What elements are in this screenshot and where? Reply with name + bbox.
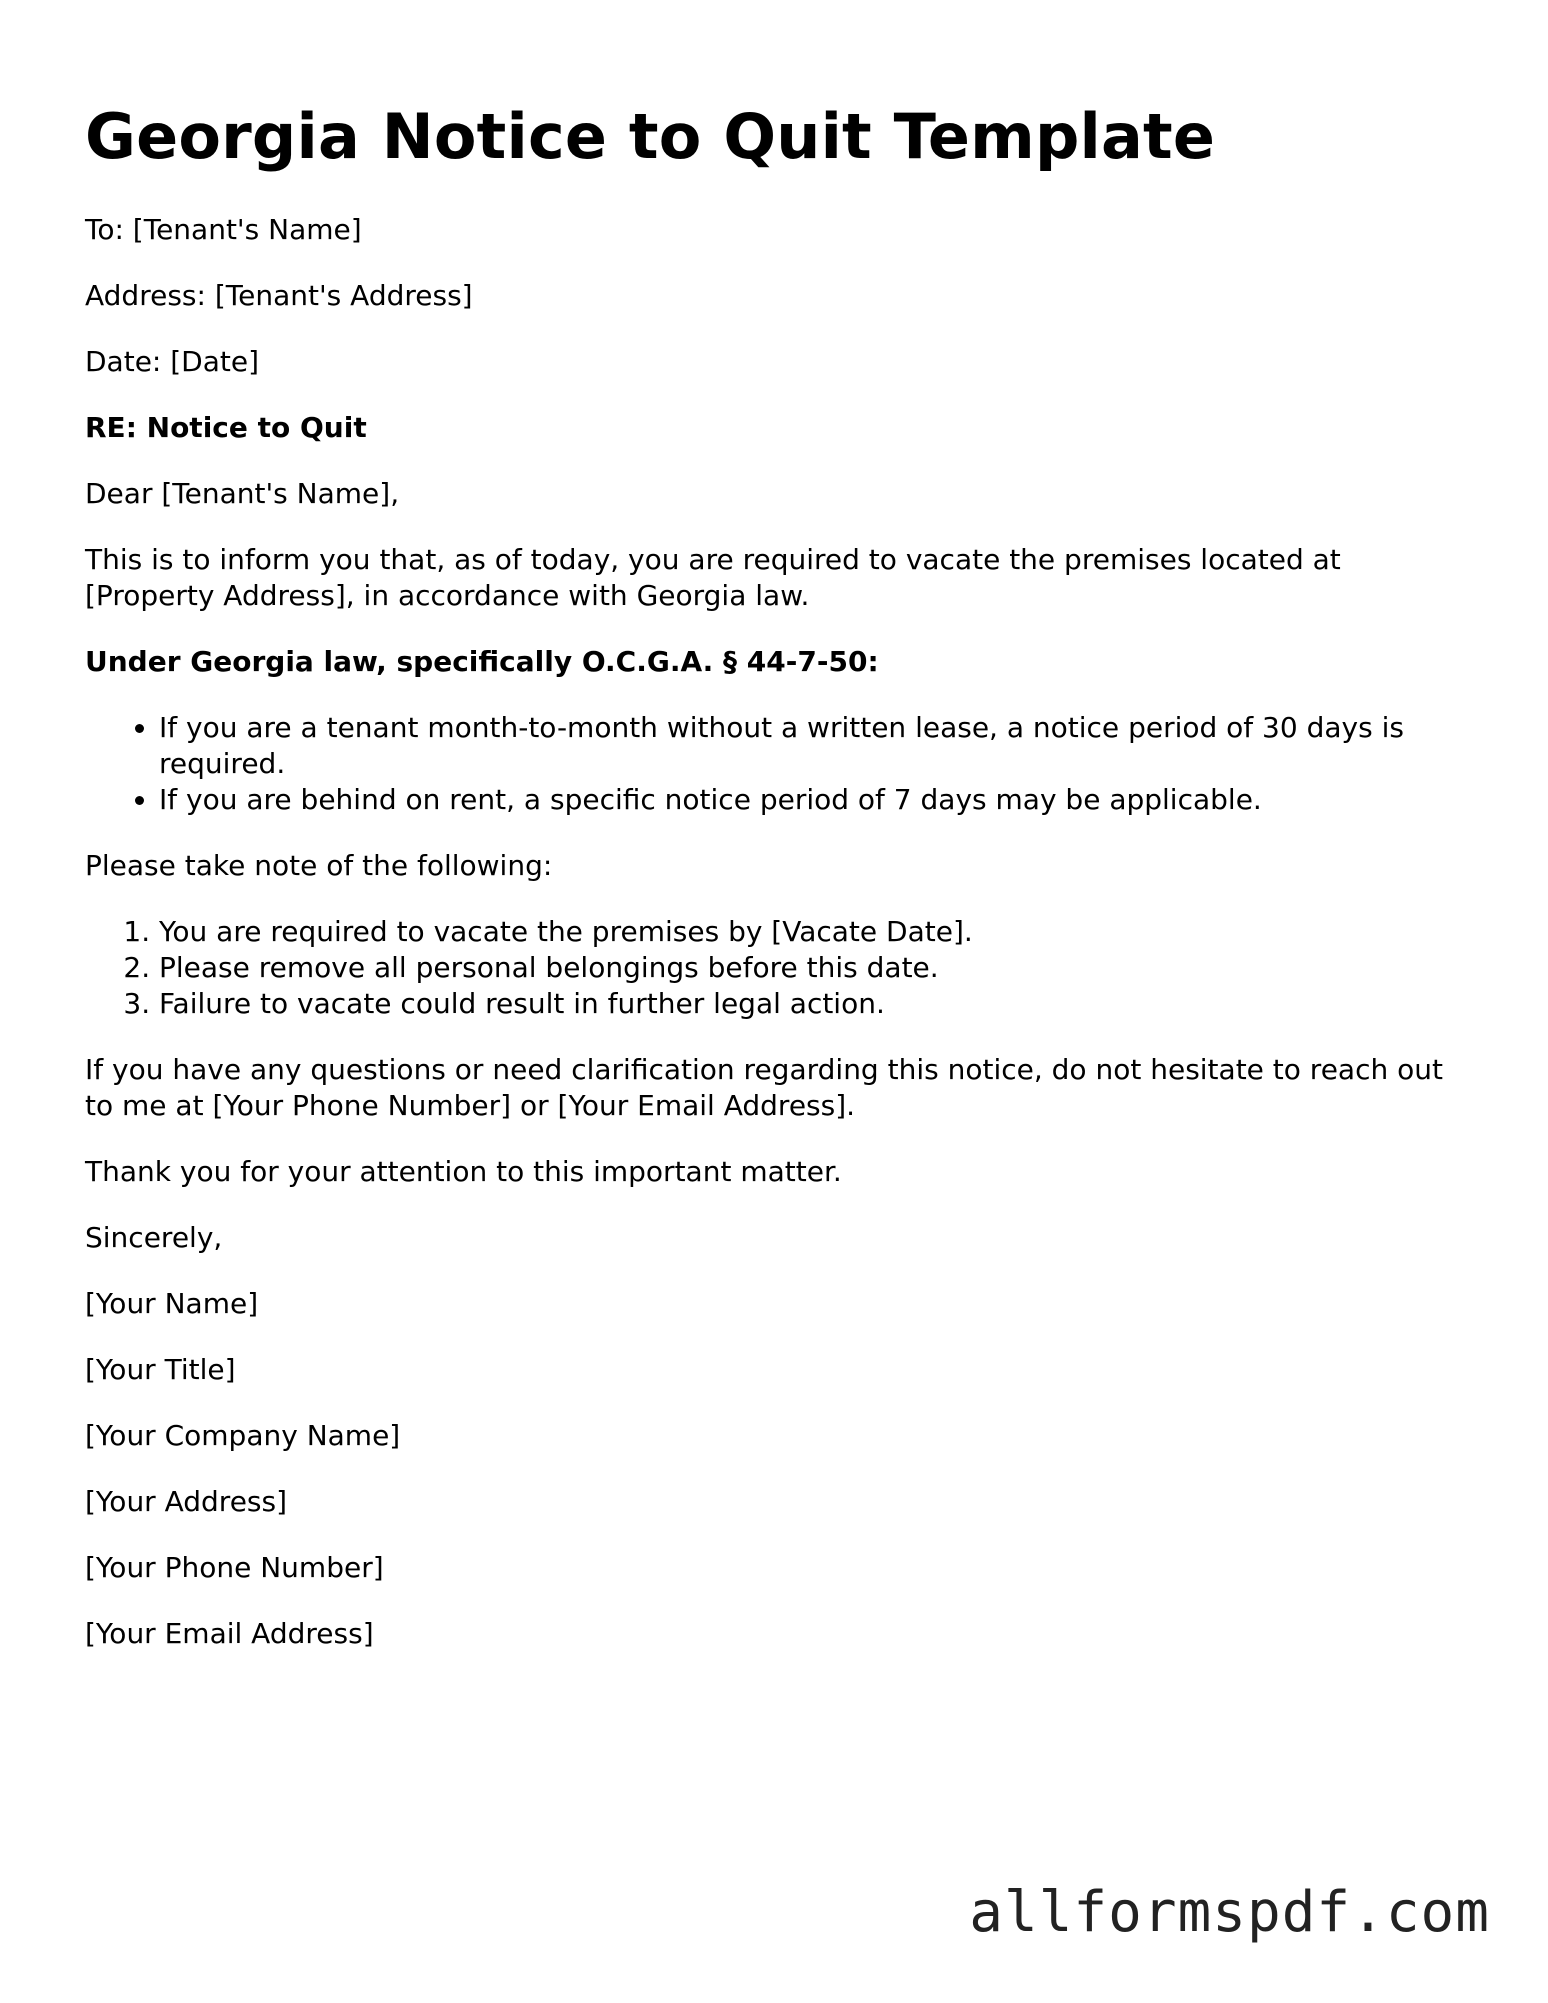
law-bullet-item: • If you are behind on rent, a specific notice period of 7 days may be applicable. <box>159 782 1465 818</box>
signature-email: [Your Email Address] <box>85 1617 374 1651</box>
law-bullet-item: • If you are a tenant month-to-month without a written lease, a notice period of 30 days is required. <box>159 710 1465 782</box>
note-list-item: 2. Please remove all personal belongings before this date. <box>159 950 1465 986</box>
document-title: Georgia Notice to Quit Template <box>85 100 1216 173</box>
signature-company: [Your Company Name] <box>85 1419 401 1453</box>
questions-paragraph: If you have any questions or need clarification regarding this notice, do not hesitate to reach out to me at [Your Phone Number] or [Your Email Address]. <box>85 1053 1443 1123</box>
re-line: RE: Notice to Quit <box>85 411 367 445</box>
document-page <box>85 100 1465 1682</box>
law-heading: Under Georgia law, specifically O.C.G.A. § 44-7-50: <box>85 645 879 679</box>
salutation: Dear [Tenant's Name], <box>85 477 400 511</box>
intro-paragraph: This is to inform you that, as of today, you are required to vacate the premises located at [Property Address], in accordance with Georgia law. <box>85 543 1341 613</box>
signature-title: [Your Title] <box>85 1353 236 1387</box>
thanks-paragraph: Thank you for your attention to this important matter. <box>85 1155 842 1189</box>
address-line: Address: [Tenant's Address] <box>85 279 473 313</box>
note-numbered-list <box>85 914 1465 1022</box>
note-heading: Please take note of the following: <box>85 849 553 883</box>
to-line: To: [Tenant's Name] <box>85 213 362 247</box>
law-bullet-list <box>85 710 1465 818</box>
site-watermark: allformspdf.com <box>969 1880 1490 1945</box>
note-list-item: 3. Failure to vacate could result in further legal action. <box>159 986 1465 1022</box>
signature-name: [Your Name] <box>85 1287 259 1321</box>
signature-address: [Your Address] <box>85 1485 288 1519</box>
closing: Sincerely, <box>85 1221 223 1255</box>
date-line: Date: [Date] <box>85 345 260 379</box>
note-list-item: 1. You are required to vacate the premises by [Vacate Date]. <box>159 914 1465 950</box>
signature-phone: [Your Phone Number] <box>85 1551 384 1585</box>
